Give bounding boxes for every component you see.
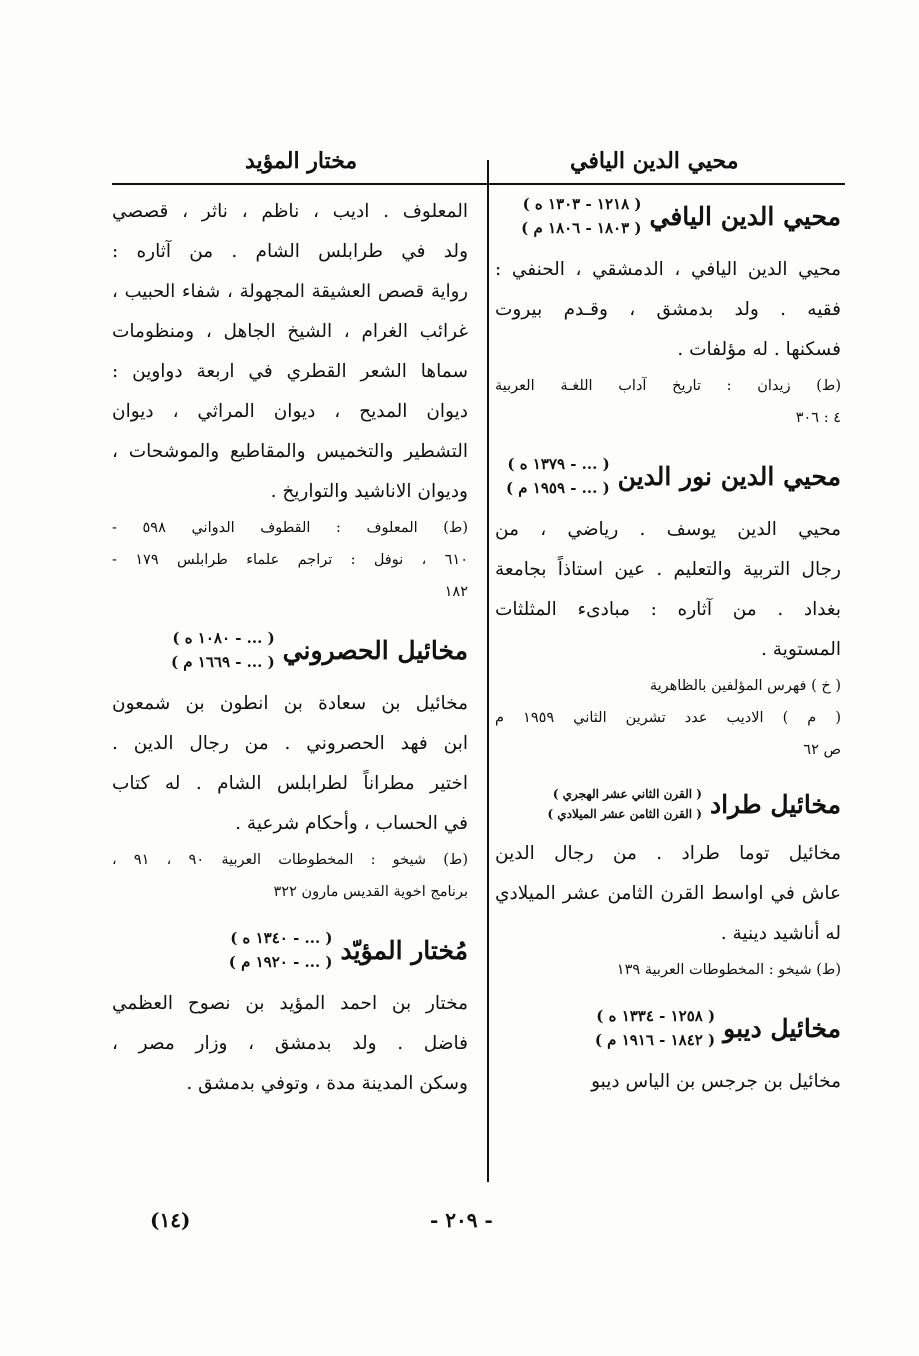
entry-gap [495,766,841,784]
entry-gap [112,908,468,926]
body-line: اختير مطراناً لطرابلس الشام . له كتاب [112,773,468,794]
column-divider [487,160,489,1182]
entry-dates [171,626,275,674]
entry-name: مخائيل ديبو [723,1013,841,1043]
body-line: ولد في طرابلس الشام . من آثاره : [112,241,468,262]
body-line: محيي الدين اليافي ، الدمشقي ، الحنفي : [495,259,841,280]
hijri-dates: ( ... - ١٣٧٩ ه ) [507,455,610,473]
hijri-dates: ( ١٢١٨ - ١٣٠٣ ه ) [522,195,642,213]
reference-line: ٦١٠ ، نوفل : تراجم علماء طرابلس ١٧٩ - [112,552,468,568]
entry-dates [595,1004,715,1052]
entry-gap [495,434,841,452]
gregorian-dates: ( ... - ١٩٢٠ م ) [228,953,333,971]
body-line: مخائيل بن جرجس بن الياس ديبو [591,1071,841,1092]
body-line: غرائب الغرام ، الشيخ الجاهل ، ومنظومات [112,321,468,342]
entry-heading [112,926,468,974]
entry-name: مخائيل الحصروني [282,635,468,665]
body-line: وسكن المدينة مدة ، وتوفي بدمشق . [186,1073,468,1094]
body-line: ابن فهد الحصروني . من رجال الدين . [112,733,468,754]
reference-line: (ط) زيدان : تاريخ آداب اللغـة العربية [495,378,841,394]
body-line: المعلوف . اديب ، ناظم ، ناثر ، قصصي [112,201,468,222]
reference-line: برنامج اخوية القديس مارون ٣٢٢ [273,884,468,900]
signature-mark: (١٤) [150,1208,191,1232]
entry-heading [495,1004,841,1052]
entry-muhyiddin-nuriddin [495,452,841,766]
entry-heading [112,626,468,674]
reference-line: (ط) المعلوف : القطوف الدواني ٥٩٨ - [112,520,468,536]
body-line: فسكنها . له مؤلفات . [677,339,841,360]
entry-mikhail-hasruni [112,626,468,908]
entry-continuation [112,192,468,608]
reference-line: ص ٦٢ [803,742,841,758]
body-line: التشطير والتخميس والمقاطيع والموشحات ، [112,441,468,462]
entry-name: محيي الدين اليافي [649,201,841,231]
body-line: مخائيل بن سعادة بن انطون بن شمعون [112,693,468,714]
body-line: فاضل . ولد بدمشق ، وزار مصر ، [112,1033,468,1054]
hijri-century: ( القرن الثاني عشر الهجري ) [552,787,702,801]
running-header-right: محيي الدين اليافي [570,148,739,174]
entry-heading [495,192,841,240]
entry-mikhail-tarrad [495,784,841,986]
hijri-dates: ( ١٢٥٨ - ١٣٣٤ ه ) [596,1007,716,1025]
entry-name: مخائيل طراد [709,789,841,819]
gregorian-dates: ( ١٨٠٣ - ١٨٠٦ م ) [521,219,642,237]
body-line: وديوان الاناشيد والتواريخ . [270,481,468,502]
entry-dates [547,784,702,824]
entry-dates [229,926,333,974]
entry-mukhtar-muayyad [112,926,468,1104]
left-column [112,192,468,1104]
gregorian-century: ( القرن الثامن عشر الميلادي ) [547,807,702,821]
reference-line: (ط) شيخو : المخطوطات العربية ١٣٩ [616,962,841,978]
body-line: بغداد . من آثاره : مبادىء المثلثات [495,599,841,620]
running-header-left: مختار المؤيد [245,148,358,174]
right-column [495,192,841,1102]
reference-line: ٤ : ٣٠٦ [795,410,841,426]
entry-name: مُختار المؤيّد [340,935,468,965]
entry-mikhail-dibo [495,1004,841,1102]
body-line: سماها الشعر القطري في اربعة دواوين : [112,361,468,382]
body-line: المستوية . [761,639,841,660]
body-line: محيي الدين يوسف . رياضي ، من [495,519,841,540]
body-line: عاش في اواسط القرن الثامن عشر الميلادي [495,883,841,904]
gregorian-dates: ( ... - ١٩٥٩ م ) [505,479,610,497]
body-line: رجال التربية والتعليم . عين استاذاً بجامعة [495,559,841,580]
gregorian-dates: ( ١٨٤٢ - ١٩١٦ م ) [594,1031,716,1049]
entry-dates [521,192,641,240]
reference-line: ١٨٢ [444,584,468,600]
body-line: مخائيل توما طراد . من رجال الدين [495,843,841,864]
header-rule [112,183,845,185]
entry-gap [112,608,468,626]
reference-line: ( م ) الاديب عدد تشرين الثاني ١٩٥٩ م [495,710,841,726]
body-line: رواية قصص العشيقة المجهولة ، شفاء الحبيب ، [112,281,468,302]
entry-heading [495,452,841,500]
body-line: ديوان المديح ، ديوان المراثي ، ديوان [112,401,468,422]
body-line: فقيه . ولد بدمشق ، وقـدم بيروت [495,299,841,320]
entry-name: محيي الدين نور الدين [617,461,841,491]
entry-heading [495,784,841,824]
page-number: - ٢٠٩ - [430,1208,493,1232]
entry-gap [495,986,841,1004]
hijri-dates: ( ... - ١٣٤٠ ه ) [230,929,333,947]
entry-muhyiddin-yafi [495,192,841,434]
body-line: في الحساب ، وأحكام شرعية . [235,813,468,834]
body-line: له أناشيد دينية . [720,923,841,944]
entry-dates [506,452,610,500]
reference-line: ( خ ) فهرس المؤلفين بالظاهرية [649,678,841,694]
reference-line: (ط) شيخو : المخطوطات العربية ٩٠ ، ٩١ ، [112,852,468,868]
hijri-dates: ( ... - ١٠٨٠ ه ) [172,629,275,647]
gregorian-dates: ( ... - ١٦٦٩ م ) [170,653,275,671]
body-line: مختار بن احمد المؤيد بن نصوح العظمي [112,993,468,1014]
